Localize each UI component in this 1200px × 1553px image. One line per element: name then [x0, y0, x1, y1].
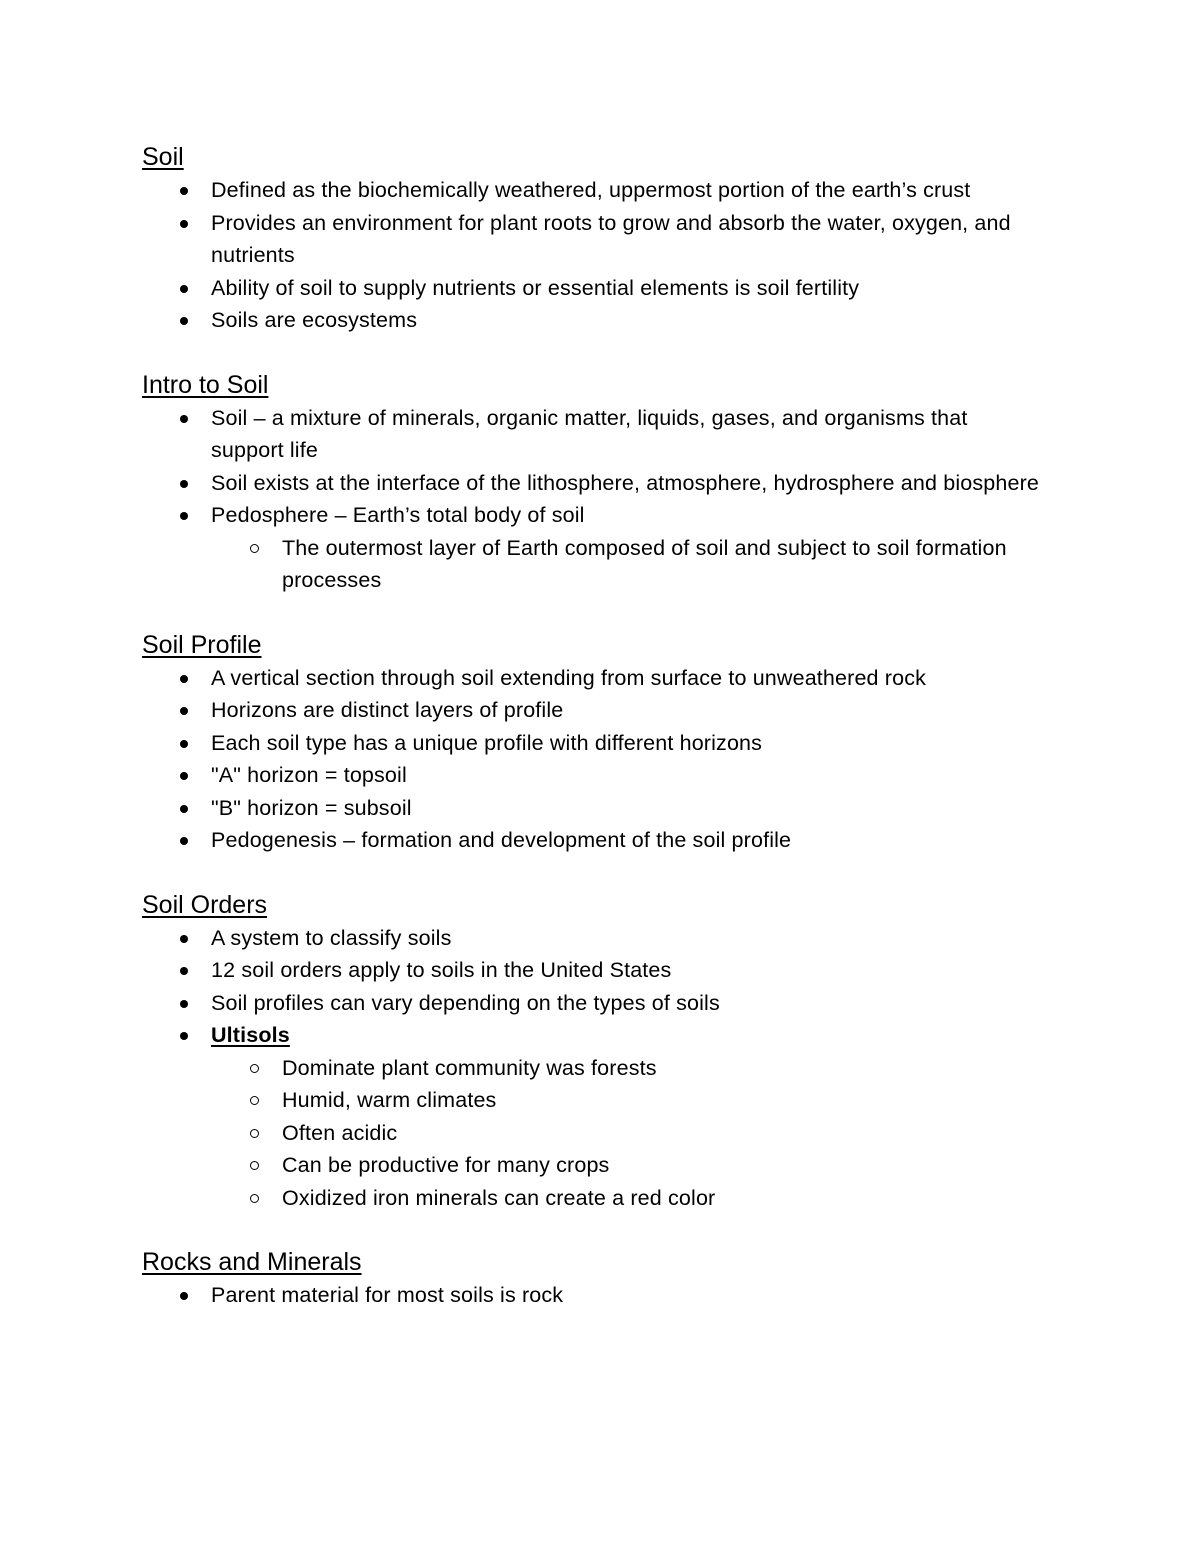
bullet-list — [142, 174, 1042, 337]
bullet-icon — [180, 480, 188, 488]
bullet-icon — [180, 740, 188, 748]
list-item-text: Parent material for most soils is rock — [211, 1283, 564, 1307]
bullet-icon — [180, 1032, 188, 1040]
hollow-bullet-icon — [250, 1194, 259, 1203]
sub-list-item — [142, 1084, 1042, 1117]
list-item-text: A vertical section through soil extending from surface to unweathered rock — [211, 665, 927, 690]
sub-list-item-text: Humid, warm climates — [282, 1088, 497, 1112]
bullet-icon — [180, 187, 188, 195]
sub-list-item — [142, 532, 1042, 597]
sub-list-item — [142, 1149, 1042, 1182]
sub-list-item-text: The outermost layer of Earth composed of soil and subject to soil formation processes — [282, 535, 1007, 592]
list-item — [142, 954, 1042, 987]
section-soil-orders — [142, 888, 1042, 1215]
bullet-list — [142, 922, 1042, 1215]
bullet-icon — [180, 512, 188, 520]
sub-list-item-text: Dominate plant community was forests — [282, 1055, 657, 1080]
list-item — [142, 499, 1042, 597]
list-item-text: Provides an environment for plant roots to grow and absorb the water, oxygen, and nutrients — [211, 210, 1011, 267]
sub-list-item-text: Often acidic — [282, 1120, 398, 1145]
hollow-bullet-icon — [250, 1129, 259, 1138]
list-item — [142, 694, 1042, 727]
list-item — [142, 207, 1042, 272]
list-item-text: "A" horizon = topsoil — [211, 763, 407, 787]
bullet-icon — [180, 415, 188, 423]
bullet-list — [142, 1279, 1042, 1312]
list-item — [142, 792, 1042, 825]
hollow-bullet-icon — [250, 1096, 259, 1105]
list-item-text: A system to classify soils — [211, 925, 452, 950]
list-item-text: 12 soil orders apply to soils in the United States — [211, 958, 672, 982]
list-item-text: Soils are ecosystems — [211, 308, 418, 332]
list-item-text: Soil exists at the interface of the lithosphere, atmosphere, hydrosphere and biosphere — [211, 470, 1039, 495]
bullet-icon — [180, 220, 188, 228]
hollow-bullet-icon — [250, 544, 259, 553]
sub-list-item — [142, 1117, 1042, 1150]
list-item — [142, 824, 1042, 857]
bullet-icon — [180, 1292, 188, 1300]
list-item — [142, 1279, 1042, 1312]
section-heading: Soil — [142, 143, 184, 171]
sub-list-item — [142, 1052, 1042, 1085]
sub-list-item — [142, 1182, 1042, 1215]
hollow-bullet-icon — [250, 1064, 259, 1073]
bullet-icon — [180, 1000, 188, 1008]
list-item-text: Pedogenesis – formation and development of the soil profile — [211, 828, 792, 852]
ultisols-label: Ultisols — [211, 1023, 290, 1047]
section-heading: Soil Profile — [142, 630, 262, 659]
sub-bullet-list — [211, 1052, 1042, 1215]
sub-list-item-text: Can be productive for many crops — [282, 1153, 610, 1177]
hollow-bullet-icon — [250, 1161, 259, 1170]
list-item — [142, 304, 1042, 337]
bullet-icon — [180, 805, 188, 813]
list-item-text: Pedosphere – Earth’s total body of soil — [211, 503, 585, 527]
section-soil-profile — [142, 628, 1042, 857]
bullet-icon — [180, 707, 188, 715]
bullet-icon — [180, 317, 188, 325]
list-item-text: Each soil type has a unique profile with different horizons — [211, 730, 763, 755]
sub-list-item-text: Oxidized iron minerals can create a red color — [282, 1185, 716, 1210]
list-item — [142, 727, 1042, 760]
list-item-text: Soil – a mixture of minerals, organic matter, liquids, gases, and organisms that support life — [211, 405, 968, 462]
list-item-text: Defined as the biochemically weathered, uppermost portion of the earth’s crust — [211, 178, 971, 202]
list-item-text: "B" horizon = subsoil — [211, 795, 412, 820]
list-item-text: Horizons are distinct layers of profile — [211, 698, 564, 722]
list-item — [142, 987, 1042, 1020]
list-item-text: Soil profiles can vary depending on the types of soils — [211, 990, 720, 1015]
section-rocks-and-minerals — [142, 1245, 1042, 1312]
section-intro-to-soil — [142, 368, 1042, 597]
bullet-icon — [180, 967, 188, 975]
list-item — [142, 662, 1042, 695]
list-item — [142, 467, 1042, 500]
bullet-icon — [180, 837, 188, 845]
document-page — [142, 140, 1042, 1343]
sub-bullet-list — [211, 532, 1042, 597]
section-soil — [142, 140, 1042, 337]
bullet-list — [142, 402, 1042, 597]
list-item — [142, 1019, 1042, 1214]
bullet-icon — [180, 935, 188, 943]
list-item — [142, 174, 1042, 207]
bullet-icon — [180, 675, 188, 683]
bullet-icon — [180, 772, 188, 780]
section-heading: Rocks and Minerals — [142, 1248, 362, 1276]
section-heading: Intro to Soil — [142, 370, 269, 399]
bullet-list — [142, 662, 1042, 857]
list-item-text: Ability of soil to supply nutrients or essential elements is soil fertility — [211, 275, 860, 300]
bullet-icon — [180, 285, 188, 293]
list-item — [142, 272, 1042, 305]
list-item — [142, 922, 1042, 955]
list-item — [142, 759, 1042, 792]
list-item — [142, 402, 1042, 467]
section-heading: Soil Orders — [142, 890, 268, 919]
